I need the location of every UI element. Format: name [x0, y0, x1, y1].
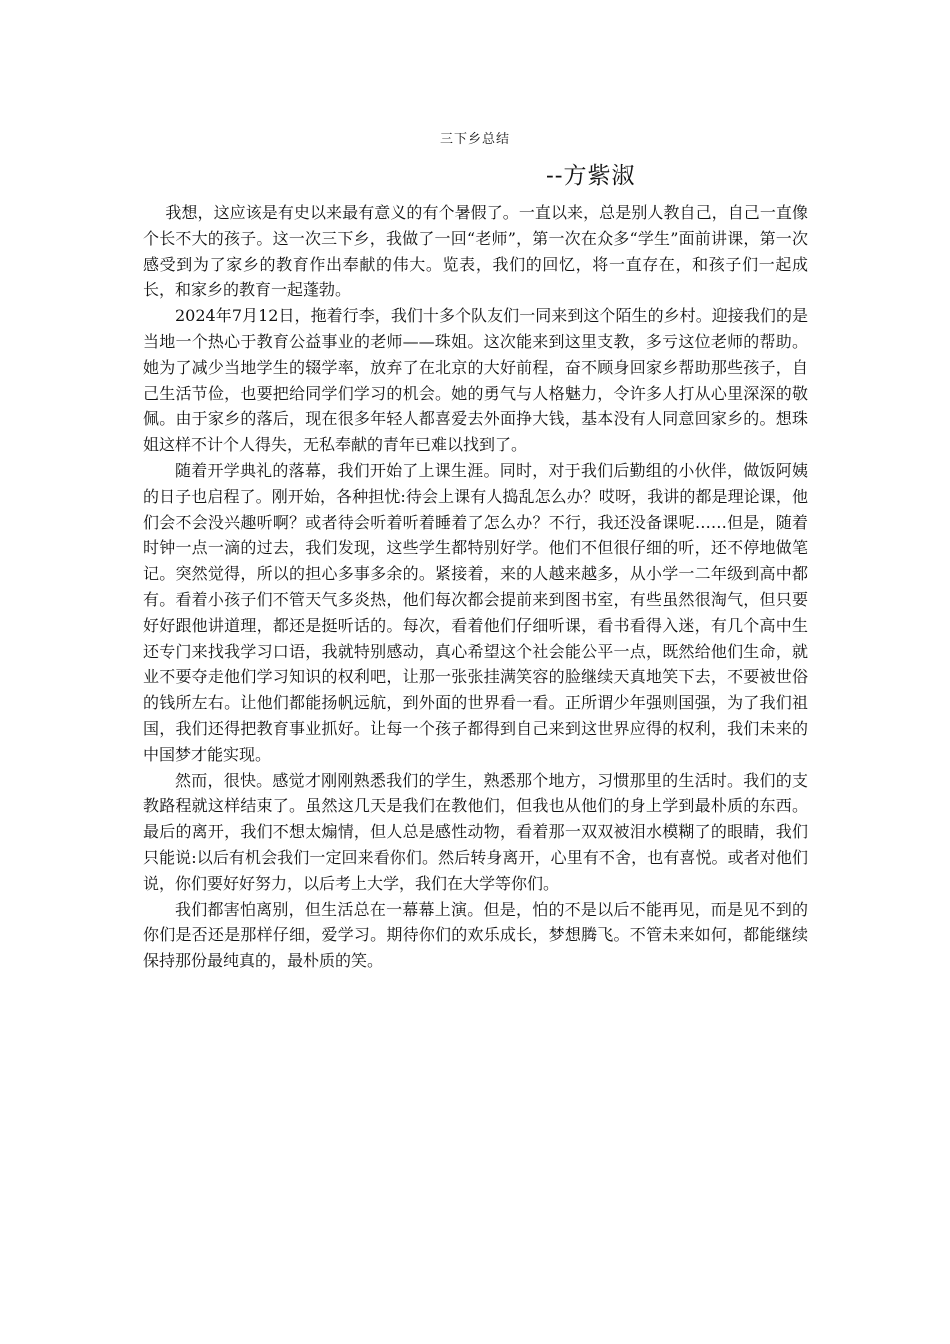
paragraph-2: 2024年7月12日，拖着行李，我们十多个队友们一同来到这个陌生的乡村。迎接我们的是当地一个热心于教育公益事业的老师——珠姐。这次能来到这里支教，多亏这位老师的帮助。她为了减少当地学生的辍学率，放弃了在北京的大好前程，奋不顾身回家乡帮助那些孩子，自己生活节俭，也要把给同学们学习的机会。她的勇气与人格魅力，令许多人打从心里深深的敬佩。由于家乡的落后，现在很多年轻人都喜爱去外面挣大钱，基本没有人同意回家乡的。想珠姐这样不计个人得失，无私奉献的青年已难以找到了。	[143, 306, 808, 455]
document-author: --方紫淑	[546, 163, 636, 189]
paragraph-5: 我们都害怕离别，但生活总在一幕幕上演。但是，怕的不是以后不能再见，而是见不到的你们是否还是那样仔细，爱学习。期待你们的欢乐成长，梦想腾飞。不管未来如何，都能继续保持那份最纯真的，最朴质的笑。	[143, 899, 808, 971]
paragraph-4: 然而，很快。感觉才刚刚熟悉我们的学生，熟悉那个地方，习惯那里的生活时。我们的支教路程就这样结束了。虽然这几天是我们在教他们，但我也从他们的身上学到最朴质的东西。最后的离开，我们不想太煽情，但人总是感性动物，看着那一双双被泪水模糊了的眼睛，我们只能说:以后有机会我们一定回来看你们。然后转身离开，心里有不舍，也有喜悦。或者对他们说，你们要好好努力，以后考上大学，我们在大学等你们。	[143, 770, 808, 893]
document-title: 三下乡总结	[439, 132, 510, 147]
paragraph-3: 随着开学典礼的落幕，我们开始了上课生涯。同时，对于我们后勤组的小伙伴，做饭阿姨的日子也启程了。刚开始，各种担忧:待会上课有人捣乱怎么办？哎呀，我讲的都是理论课，他们会不会没兴趣听啊？或者待会听着听着睡着了怎么办？不行，我还没备课呢……但是，随着时钟一点一滴的过去，我们发现，这些学生都特别好学。他们不但很仔细的听，还不停地做笔记。突然觉得，所以的担心多事多余的。紧接着，来的人越来越多，从小学一二年级到高中都有。看着小孩子们不管天气多炎热，他们每次都会提前来到图书室，有些虽然很淘气，但只要好好跟他讲道理，都还是挺听话的。每次，看着他们仔细听课，看书看得入迷，有几个高中生还专门来找我学习口语，我就特别感动，真心希望这个社会能公平一点，既然给他们生命，就业不要夺走他们学习知识的权利吧，让那一张张挂满笑容的脸继续天真地笑下去，不要被世俗的钱所左右。让他们都能扬帆远航，到外面的世界看一看。正所谓少年强则国强，为了我们祖国，我们还得把教育事业抓好。让每一个孩子都得到自己来到这世界应得的权利，我们未来的中国梦才能实现。	[143, 460, 808, 764]
document-body	[143, 200, 808, 974]
paragraph-1: 我想，这应该是有史以来最有意义的有个暑假了。一直以来，总是别人教自己，自己一直像个长不大的孩子。这一次三下乡，我做了一回“老师”，第一次在众多“学生”面前讲课，第一次感受到为了家乡的教育作出奉献的伟大。览表，我们的回忆，将一直存在，和孩子们一起成长，和家乡的教育一起蓬勃。	[143, 203, 808, 300]
